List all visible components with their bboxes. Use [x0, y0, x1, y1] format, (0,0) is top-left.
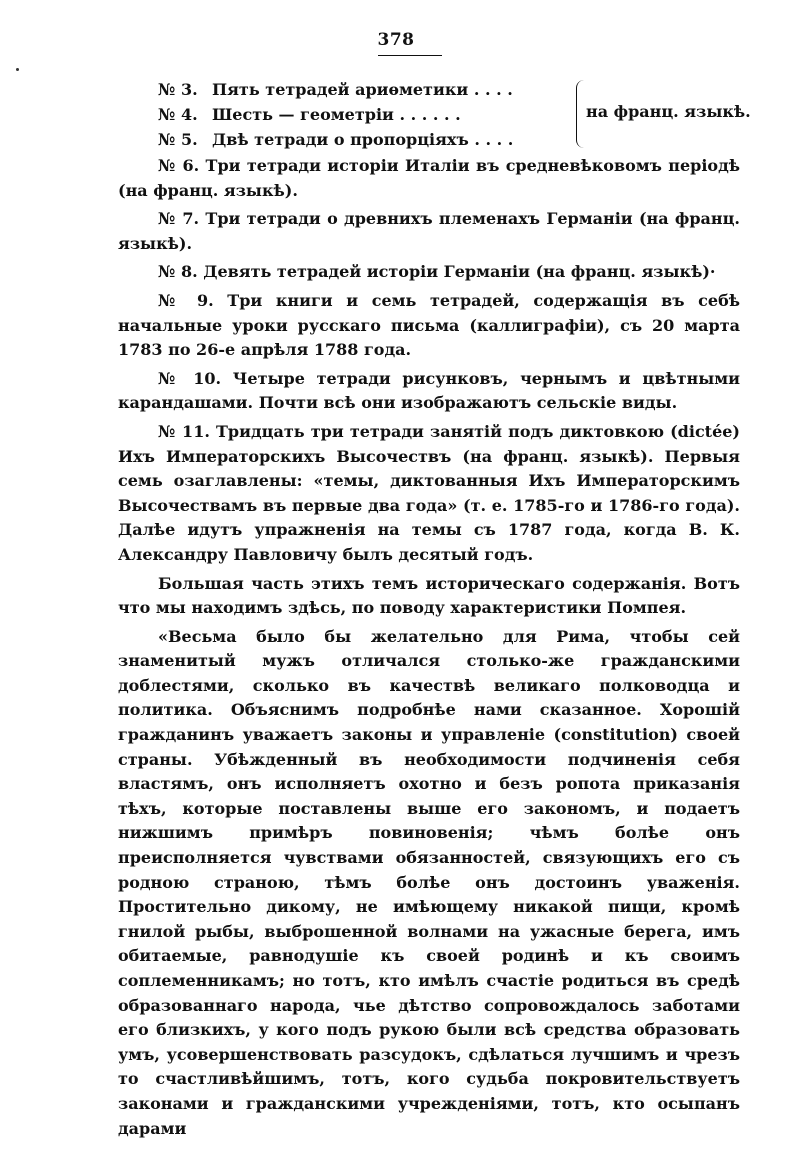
item-4	[158, 103, 461, 127]
entry-6: № 6. Три тетради исторіи Италіи въ средневѣковомъ періодѣ (на франц. языкѣ).	[118, 156, 740, 200]
item-number: № 4.	[158, 105, 198, 124]
entry-11: № 11. Тридцать три тетради занятій подъ диктовкою (dictée) Ихъ Императорскихъ Высочествъ (на франц. языкѣ). Первыя семь озаглавлены: «темы, диктованныя Ихъ Императорскимъ Высочествамъ въ первые два года» (т. е. 1785-го и 1786-го года). Далѣе идутъ упражненія на темы съ 1787 года, когда В. К. Александру Павловичу былъ десятый годъ.	[118, 421, 740, 564]
entry-8: № 8. Девять тетрадей исторіи Германіи (на франц. языкѣ)·	[158, 262, 716, 282]
curly-brace	[576, 80, 585, 148]
print-speck	[16, 68, 19, 71]
item-text: Шесть — геометріи . . . . . .	[212, 105, 461, 124]
page-number: 378	[377, 30, 415, 50]
item-5	[158, 128, 513, 152]
item-number: № 3.	[158, 80, 198, 99]
entry-9: № 9. Три книги и семь тетрадей, содержащія въ себѣ начальные уроки русскаго письма (каллиграфіи), съ 20 марта 1783 по 26-е апрѣля 1788 года.	[118, 290, 740, 360]
item-text: Пять тетрадей ариѳметики . . . .	[212, 80, 513, 99]
item-number: № 5.	[158, 130, 198, 149]
paragraph-intro: Большая часть этихъ темъ историческаго содержанія. Вотъ что мы находимъ здѣсь, по поводу характеристики Помпея.	[118, 573, 740, 618]
page-number-rule	[378, 55, 442, 56]
entry-10: № 10. Четыре тетради рисунковъ, чернымъ и цвѣтными карандашами. Почти всѣ они изображаютъ сельскіе виды.	[118, 368, 740, 413]
item-3	[158, 78, 513, 102]
body-text	[118, 154, 740, 1141]
bracketed-items	[118, 78, 768, 154]
paragraph-quote: «Весьма было бы желательно для Рима, чтобы сей знаменитый мужъ отличался столько-же гражданскими доблестями, сколько въ качествѣ великаго полководца и политика. Объяснимъ подробнѣе нами сказанное. Хорошій гражданинъ уважаетъ законы и управленіе (constitution) своей страны. Убѣжденный въ необходимости подчиненія себя властямъ, онъ исполняетъ охотно и безъ ропота приказанія тѣхъ, которые поставлены выше его закономъ, и подаетъ нижшимъ примѣръ повиновенія; чѣмъ болѣе онъ преисполняется чувствами обязанностей, связующихъ его съ родною страною, тѣмъ болѣе онъ достоинъ уваженія. Простительно дикому, не имѣющему никакой пищи, кромѣ гнилой рыбы, выброшенной волнами на ужасные берега, имъ обитаемые, равнодушіе къ своей родинѣ и къ своимъ соплеменникамъ; но тотъ, кто имѣлъ счастіе родиться въ средѣ образованнаго народа, чье дѣтство сопровождалось заботами его близкихъ, у кого подъ рукою были всѣ средства образовать умъ, усовершенствовать разсудокъ, сдѣлаться лучшимъ и чрезъ то счастливѣйшимъ, тотъ, кого судьба покровительствуетъ законами и гражданскими учрежденіями, тотъ, кто осыпанъ дарами	[118, 626, 740, 1138]
entry-7: № 7. Три тетради о древнихъ племенахъ Германіи (на франц. языкѣ).	[118, 209, 740, 253]
item-text: Двѣ тетради о пропорціяхъ . . . .	[212, 130, 514, 149]
bracket-label: на франц. языкѣ.	[586, 102, 751, 121]
